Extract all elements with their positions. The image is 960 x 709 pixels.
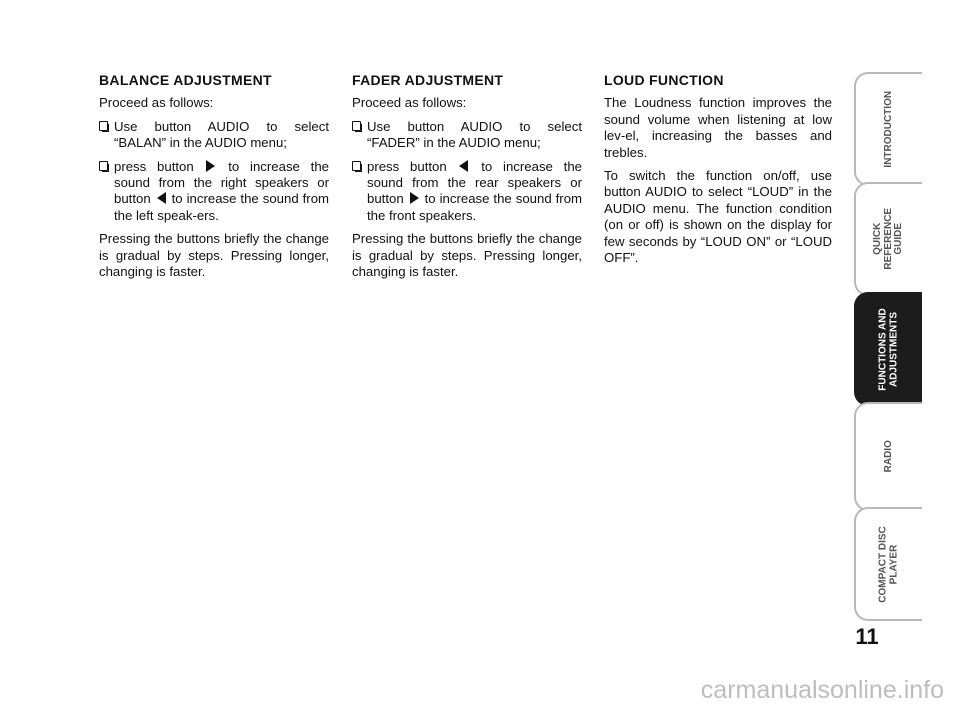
balance-step-1 bbox=[99, 119, 329, 152]
fader-step-1-text: Use button AUDIO to select “FADER” in the AUDIO menu; bbox=[367, 118, 582, 151]
balance-step-2-text-c: to increase the sound from the left speak-ers. bbox=[114, 191, 330, 223]
tab-quick-label-2: REFERENCE bbox=[882, 208, 894, 270]
arrow-left-icon bbox=[459, 160, 468, 172]
fader-step-2-text-a: press button bbox=[367, 158, 447, 174]
fader-step-2 bbox=[352, 159, 582, 225]
tab-radio[interactable] bbox=[854, 402, 922, 511]
balance-heading: BALANCE ADJUSTMENT bbox=[99, 72, 272, 88]
balance-step-1-text: Use button AUDIO to select “BALAN” in the AUDIO menu; bbox=[114, 118, 329, 151]
loud-paragraph-2: To switch the function on/off, use button AUDIO to select “LOUD” in the AUDIO menu. The function condition (on or off) is shown on the display for few seconds by “LOUD ON” or “LOUD OFF”. bbox=[604, 168, 832, 266]
balance-step-2-text-a: press button bbox=[114, 158, 194, 174]
tab-functions-label-1: FUNCTIONS AND bbox=[877, 307, 889, 391]
tab-radio-label: RADIO bbox=[882, 440, 894, 473]
loud-paragraph-1: The Loudness function improves the sound volume when listening at low lev-el, increasing the basses and trebles. bbox=[604, 95, 832, 160]
fader-step-2-text-c: to increase the sound from the front speakers. bbox=[367, 191, 583, 223]
balance-step-2 bbox=[99, 159, 329, 225]
checkbox-bullet-icon bbox=[99, 161, 108, 171]
watermark: carmanualsonline.info bbox=[700, 676, 944, 704]
tab-cd-label-2: PLAYER bbox=[888, 544, 900, 584]
fader-step-2-text-b: to increase the sound from the rear speakers or button bbox=[367, 158, 582, 207]
tab-quick-label-1: QUICK bbox=[872, 222, 884, 256]
balance-note: Pressing the buttons briefly the change is gradual by steps. Pressing longer, changing is faster. bbox=[99, 231, 329, 280]
fader-note: Pressing the buttons briefly the change is gradual by steps. Pressing longer, changing is faster. bbox=[352, 231, 582, 280]
arrow-left-icon bbox=[157, 192, 166, 204]
checkbox-bullet-icon bbox=[352, 161, 361, 171]
arrow-right-icon bbox=[206, 160, 215, 172]
tab-quick-label-3: GUIDE bbox=[893, 223, 905, 255]
fader-intro: Proceed as follows: bbox=[352, 95, 467, 111]
tab-functions-label-2: ADJUSTMENTS bbox=[888, 311, 899, 387]
checkbox-bullet-icon bbox=[352, 121, 361, 131]
fader-section bbox=[352, 72, 582, 287]
tab-introduction-label: INTRODUCTION bbox=[882, 90, 894, 168]
tab-functions-and-adjustments[interactable] bbox=[854, 292, 922, 406]
balance-section bbox=[99, 72, 329, 287]
loud-heading: LOUD FUNCTION bbox=[604, 72, 724, 88]
tab-introduction[interactable] bbox=[854, 72, 922, 186]
tab-quick-reference-guide[interactable] bbox=[854, 182, 922, 296]
page-number: 11 bbox=[855, 624, 879, 649]
fader-step-1 bbox=[352, 119, 582, 152]
arrow-right-icon bbox=[410, 192, 419, 204]
fader-heading: FADER ADJUSTMENT bbox=[352, 72, 504, 88]
tab-cd-label-1: COMPACT DISC bbox=[877, 525, 889, 603]
checkbox-bullet-icon bbox=[99, 121, 108, 131]
balance-step-2-text-b: to increase the sound from the right speakers or button bbox=[114, 158, 329, 207]
tab-compact-disc-player[interactable] bbox=[854, 507, 922, 621]
loud-section bbox=[604, 72, 832, 273]
balance-intro: Proceed as follows: bbox=[99, 95, 214, 111]
